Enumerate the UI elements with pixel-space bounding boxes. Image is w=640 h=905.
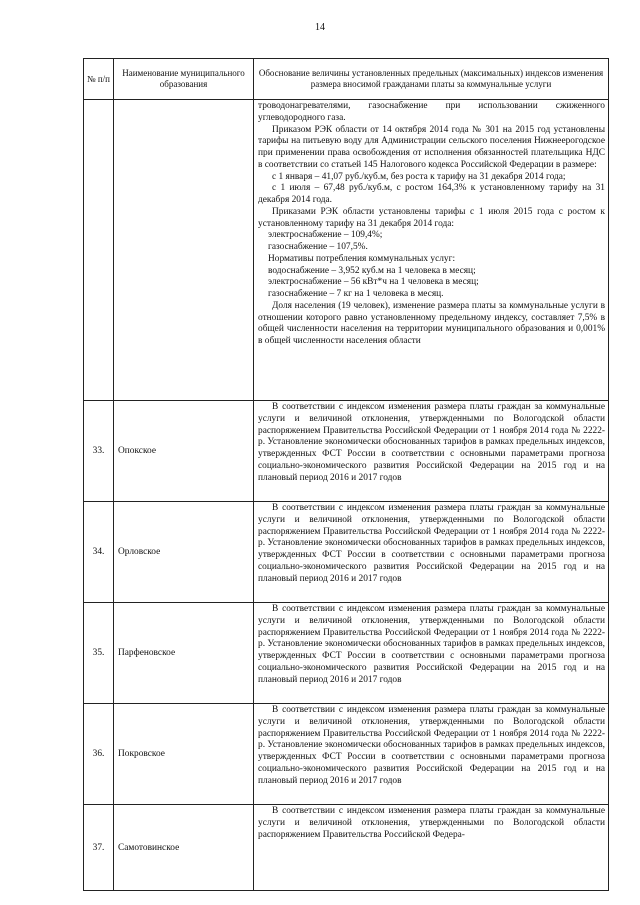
- page-number: 14: [315, 22, 325, 33]
- continuation-paragraph: газоснабжение – 7 кг на 1 человека в месяц.: [268, 289, 444, 299]
- cell-num: 36.: [84, 704, 114, 805]
- cell-num: 37.: [84, 805, 114, 891]
- reason-text: В соответствии с индексом изменения размера платы граждан за коммунальные услуги и величиной отклонения, утвержденными по Вологодской области распоряжением Правительства Российской Федера-: [258, 806, 605, 840]
- reason-text: В соответствии с индексом изменения размера платы граждан за коммунальные услуги и величиной отклонения, утвержденными по Вологодской области распоряжением Правительства Российской Федерации от 1 ноября 2014 года № 2222-р. Установление экономически обоснованных тарифов в рамках предельных индексов, утвержденных ФСТ России в соответствии с основными параметрами прогноза социально-экономического развития Российской Федерации на 2015 год и на плановый период 2016 и 2017 годов: [258, 503, 605, 584]
- reason-text: В соответствии с индексом изменения размера платы граждан за коммунальные услуги и величиной отклонения, утвержденными по Вологодской области распоряжением Правительства Российской Федерации от 1 ноября 2014 года № 2222-р. Установление экономически обоснованных тарифов в рамках предельных индексов, утвержденных ФСТ России в соответствии с основными параметрами прогноза социально-экономического развития Российской Федерации на 2015 год и на плановый период 2016 и 2017 годов: [258, 705, 605, 786]
- continuation-paragraph: электроснабжение – 109,4%;: [268, 230, 383, 241]
- table-row-continuation: [84, 100, 609, 401]
- continuation-paragraph: газоснабжение – 107,5%.: [268, 242, 368, 252]
- table-row: [84, 704, 609, 805]
- reason-text: В соответствии с индексом изменения размера платы граждан за коммунальные услуги и величиной отклонения, утвержденными по Вологодской области распоряжением Правительства Российской Федерации от 1 ноября 2014 года № 2222-р. Установление экономически обоснованных тарифов в рамках предельных индексов, утвержденных ФСТ России в соответствии с основными параметрами прогноза социально-экономического развития Российской Федерации на 2015 год и на плановый период 2016 и 2017 годов: [258, 604, 605, 685]
- continuation-paragraph: троводонагревателями, газоснабжение при использовании сжиженного углеводородного газа.: [258, 101, 605, 123]
- cell-num: 35.: [84, 603, 114, 704]
- reason-text: В соответствии с индексом изменения размера платы граждан за коммунальные услуги и величиной отклонения, утвержденными по Вологодской области распоряжением Правительства Российской Федерации от 1 ноября 2014 года № 2222-р. Установление экономически обоснованных тарифов в рамках предельных индексов, утвержденных ФСТ России в соответствии с основными параметрами прогноза социально-экономического развития Российской Федерации на 2015 год и на плановый период 2016 и 2017 годов: [258, 402, 605, 483]
- continuation-paragraph: Приказом РЭК области от 14 октября 2014 года № 301 на 2015 год установлены тарифы на питьевую воду для Администрации сельского поселения Нижнеерогодское при применении права освобождения от исполнения обязанностей плательщика НДС в соответствии со статьей 145 Налогового кодекса Российской Федерации в размере:: [258, 124, 605, 170]
- header-reason: Обоснование величины установленных предельных (максимальных) индексов изменения размера вносимой гражданами платы за коммунальные услуги: [254, 59, 609, 100]
- cell-reason: [254, 502, 609, 603]
- continuation-paragraph: водоснабжение – 3,952 куб.м на 1 человека в месяц;: [268, 265, 476, 276]
- cell-num: [84, 100, 114, 401]
- cell-name: Покровское: [114, 704, 254, 805]
- table-row: [84, 401, 609, 502]
- cell-name: Парфеновское: [114, 603, 254, 704]
- continuation-paragraph: с 1 января – 41,07 руб./куб.м, без роста к тарифу на 31 декабря 2014 года;: [272, 171, 566, 182]
- cell-reason: [254, 805, 609, 891]
- table-header-row: [84, 59, 609, 100]
- continuation-paragraph: Доля населения (19 человек), изменение размера платы за коммунальные услуги в отношении которого равно установленному предельному индексу, составляет 7,5% в общей численности населения на территории муниципального образования и 0,001% в общей численности населения области: [258, 300, 605, 346]
- cell-name: Опокское: [114, 401, 254, 502]
- cell-name: [114, 100, 254, 401]
- cell-num: 34.: [84, 502, 114, 603]
- cell-reason-continuation: [254, 100, 609, 401]
- tariff-table: [83, 58, 609, 891]
- cell-name: Орловское: [114, 502, 254, 603]
- cell-reason: [254, 704, 609, 805]
- cell-reason: [254, 603, 609, 704]
- table-row: [84, 502, 609, 603]
- header-num: № п/п: [84, 59, 114, 100]
- cell-name: Самотовинское: [114, 805, 254, 891]
- header-name: Наименование муниципального образования: [114, 59, 254, 100]
- continuation-paragraph: Нормативы потребления коммунальных услуг:: [268, 253, 456, 264]
- cell-reason: [254, 401, 609, 502]
- continuation-paragraph: с 1 июля – 67,48 руб./куб.м, с ростом 164,3% к установленному тарифу на 31 декабря 2014 года.: [258, 183, 605, 205]
- table-row: [84, 805, 609, 891]
- continuation-paragraph: Приказами РЭК области установлены тарифы с 1 июля 2015 года с ростом к установленному тарифу на 31 декабря 2014 года:: [258, 206, 605, 229]
- cell-num: 33.: [84, 401, 114, 502]
- table-row: [84, 603, 609, 704]
- continuation-paragraph: электроснабжение – 56 кВт*ч на 1 человека в месяц;: [268, 277, 479, 288]
